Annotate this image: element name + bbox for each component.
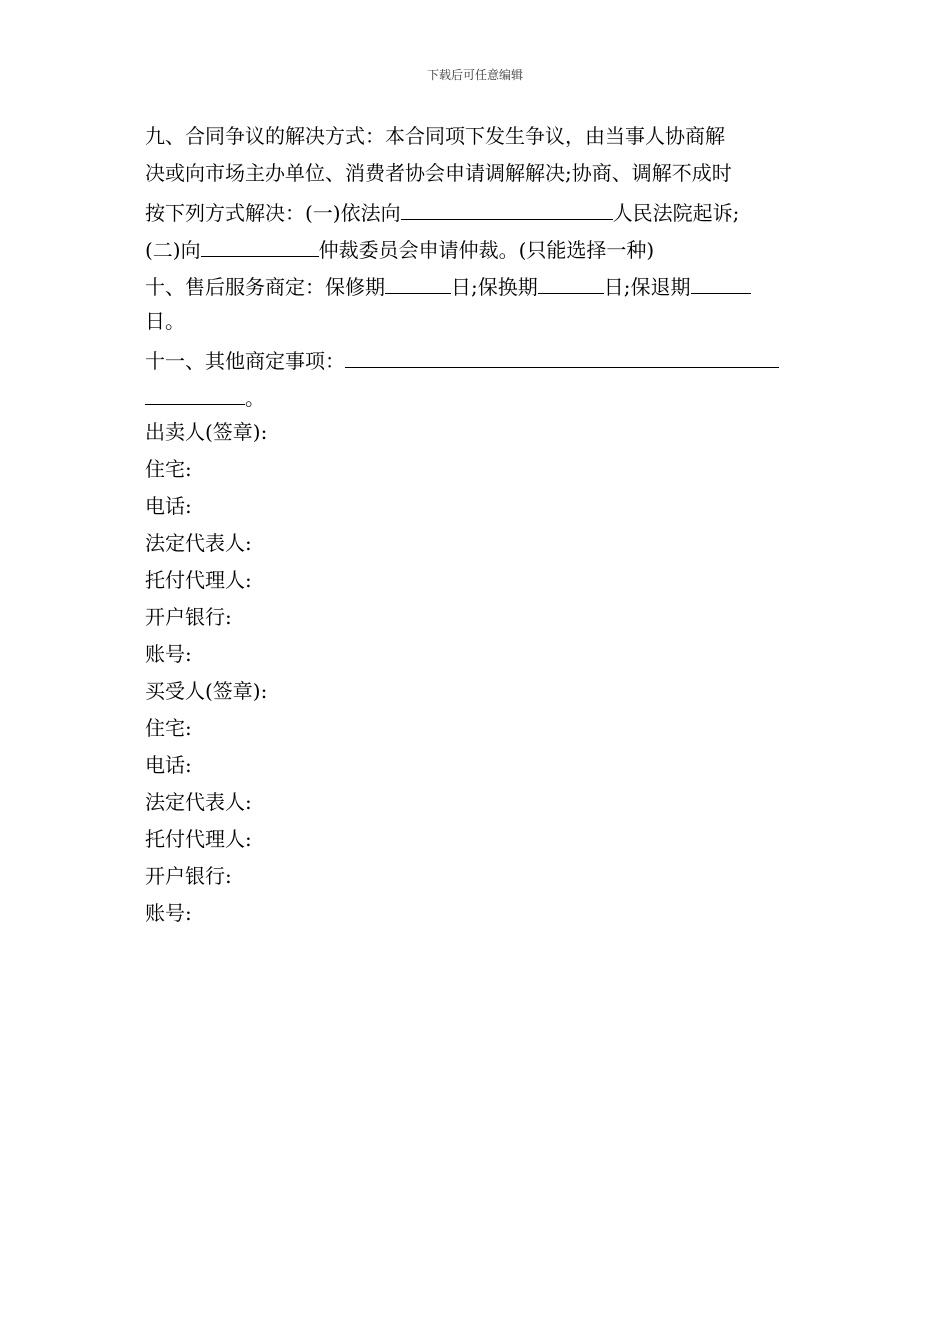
document-body <box>145 118 810 932</box>
court-name-blank[interactable] <box>401 192 613 220</box>
return-period-blank[interactable] <box>691 266 751 294</box>
clause-11-end: 。 <box>245 386 265 410</box>
other-matters-blank-continued[interactable] <box>145 377 245 405</box>
buyer-account-label: 账号: <box>145 901 192 925</box>
clause-9-line-1: 九、合同争议的解决方式：本合同项下发生争议，由当事人协商解 <box>145 124 725 148</box>
clause-9-arbitration-prefix: (二)向 <box>145 238 201 262</box>
exchange-period-blank[interactable] <box>538 266 604 294</box>
buyer-agent-label: 托付代理人: <box>145 827 252 851</box>
seller-legal-rep-label: 法定代表人: <box>145 531 252 555</box>
seller-address-label: 住宅: <box>145 457 192 481</box>
other-matters-blank[interactable] <box>345 340 779 368</box>
clause-9-court-suffix: 人民法院起诉; <box>612 201 740 225</box>
clause-9-line-2: 决或向市场主办单位、消费者协会申请调解解决;协商、调解不成时 <box>145 161 732 185</box>
buyer-legal-rep-label: 法定代表人: <box>145 790 252 814</box>
clause-11-line-2 <box>145 377 810 414</box>
buyer-title: 买受人(签章): <box>145 679 268 703</box>
seller-agent-label: 托付代理人: <box>145 568 252 592</box>
buyer-address-label: 住宅: <box>145 716 192 740</box>
seller-title: 出卖人(签章): <box>145 420 268 444</box>
buyer-phone-label: 电话: <box>145 753 192 777</box>
seller-phone-label: 电话: <box>145 494 192 518</box>
clause-9-court-prefix: 按下列方式解决：(一)依法向 <box>145 201 401 225</box>
clause-9-arbitration-suffix: 仲裁委员会申请仲裁。(只能选择一种) <box>318 238 655 262</box>
clause-11-prefix: 十一、其他商定事项： <box>145 349 345 373</box>
buyer-bank-label: 开户银行: <box>145 864 232 888</box>
clause-10-prefix: 十、售后服务商定：保修期 <box>145 275 385 299</box>
clause-10-line-1 <box>145 266 810 303</box>
clause-10-exchange-label: 日;保换期 <box>451 275 538 299</box>
clause-9-line-4 <box>145 229 810 266</box>
page-header-note: 下载后可任意编辑 <box>426 68 523 82</box>
arbitration-committee-blank[interactable] <box>201 229 319 257</box>
seller-account-label: 账号: <box>145 642 192 666</box>
clause-11-line-1 <box>145 340 810 377</box>
repair-period-blank[interactable] <box>385 266 451 294</box>
clause-10-return-label: 日;保退期 <box>603 275 691 299</box>
clause-10-line-2: 日。 <box>145 309 185 333</box>
clause-9-line-3 <box>145 192 810 229</box>
seller-bank-label: 开户银行: <box>145 605 232 629</box>
